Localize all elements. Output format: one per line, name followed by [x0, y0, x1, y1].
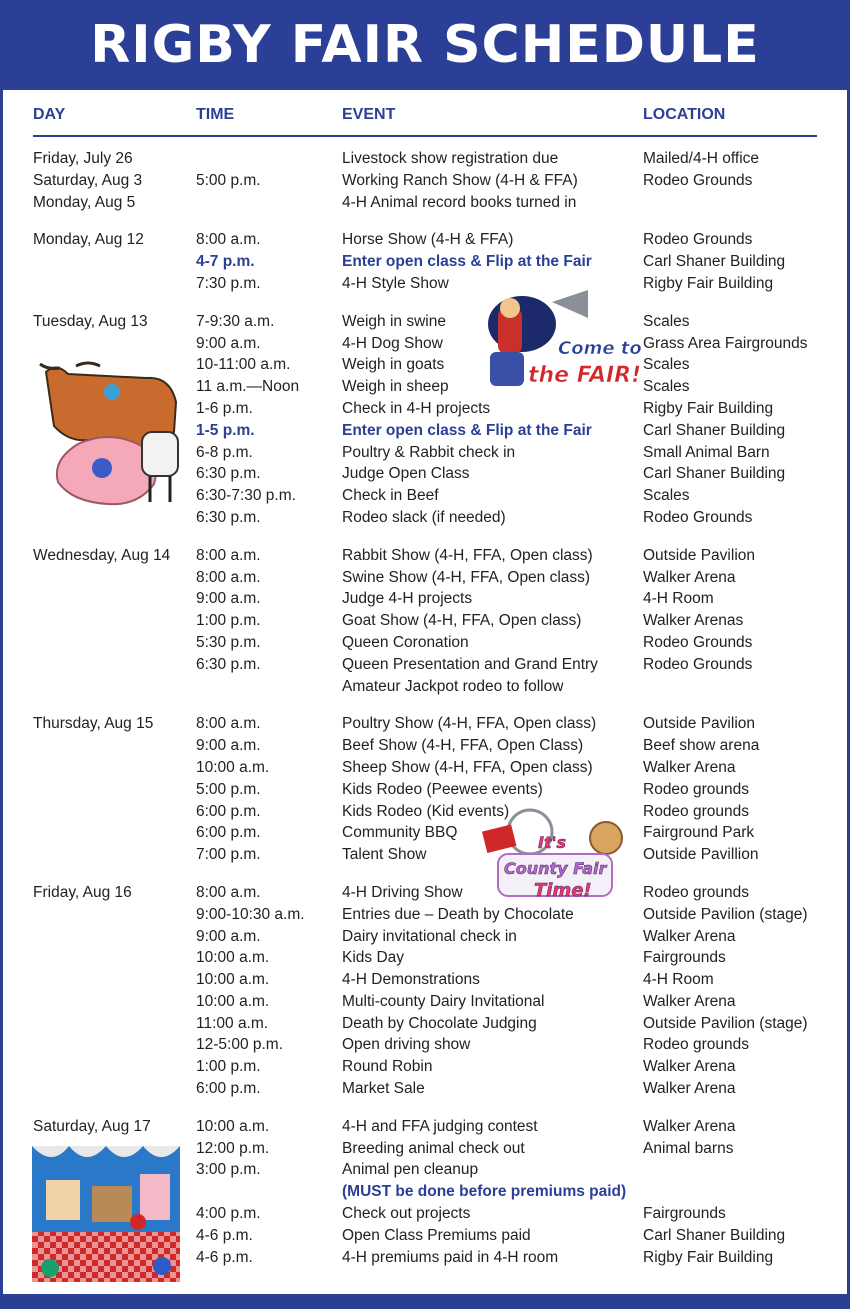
row-event: Queen Coronation [342, 633, 469, 651]
row-location: Scales [643, 356, 690, 374]
row-location: Scales [643, 378, 690, 396]
row-event: Judge Open Class [342, 465, 470, 483]
row-time: 5:30 p.m. [196, 633, 261, 651]
row-time: 5:00 p.m. [196, 780, 261, 798]
badge-come-to: Come to [558, 338, 642, 359]
schedule-row [0, 632, 850, 654]
row-location: Small Animal Barn [643, 443, 770, 461]
header-day: DAY [33, 106, 66, 123]
row-location: Walker Arena [643, 758, 736, 776]
schedule-row [0, 757, 850, 779]
row-location: Walker Arena [643, 927, 736, 945]
schedule-row [0, 1013, 850, 1035]
row-time: 4:00 p.m. [196, 1205, 261, 1223]
row-location: Scales [643, 312, 690, 330]
row-time: 1-6 p.m. [196, 399, 253, 417]
row-time: 9:00 a.m. [196, 927, 261, 945]
schedule-row [0, 882, 850, 904]
row-day: Monday, Aug 12 [33, 231, 144, 249]
row-event: 4-H premiums paid in 4-H room [342, 1248, 559, 1266]
row-event: (MUST be done before premiums paid) [342, 1183, 627, 1201]
row-event: Entries due – Death by Chocolate [342, 905, 574, 923]
row-time: 10:00 a.m. [196, 949, 270, 967]
row-time: 11 a.m.—Noon [196, 378, 300, 396]
row-event: Dairy invitational check in [342, 927, 517, 945]
schedule-row [0, 251, 850, 273]
row-day: Thursday, Aug 15 [33, 715, 154, 733]
header-divider [33, 135, 817, 137]
schedule-row [0, 991, 850, 1013]
row-event: Enter open class & Flip at the Fair [342, 253, 592, 271]
row-location: Rodeo Grounds [643, 508, 753, 526]
schedule-row [0, 779, 850, 801]
row-location: Rodeo grounds [643, 780, 749, 798]
schedule-row [0, 148, 850, 170]
badge-county-fair: County Fair [504, 859, 607, 878]
row-location: Carl Shaner Building [643, 465, 786, 483]
row-location: Rodeo grounds [643, 1036, 749, 1054]
schedule-section [0, 148, 850, 213]
footer-bar [0, 1294, 850, 1309]
row-time: 10:00 a.m. [196, 1117, 270, 1135]
row-time: 12-5:00 p.m. [196, 1036, 284, 1054]
row-event: Rodeo slack (if needed) [342, 508, 506, 526]
row-time: 6:30 p.m. [196, 508, 261, 526]
row-event: Kids Rodeo (Peewee events) [342, 780, 543, 798]
schedule-row [0, 229, 850, 251]
row-location: Rodeo grounds [643, 883, 749, 901]
row-time: 6:00 p.m. [196, 1080, 261, 1098]
schedule-row [0, 904, 850, 926]
row-event: Community BBQ [342, 824, 458, 842]
schedule-row [0, 822, 850, 844]
schedule-row [0, 713, 850, 735]
row-day: Friday, Aug 16 [33, 883, 132, 901]
row-location: Mailed/4-H office [643, 150, 760, 167]
header-location: LOCATION [643, 106, 726, 123]
row-location: Carl Shaner Building [643, 1226, 786, 1244]
row-location: Fairgrounds [643, 949, 726, 967]
row-location: Outside Pavillion [643, 846, 759, 864]
row-location: Animal barns [643, 1139, 734, 1157]
row-time: 4-6 p.m. [196, 1248, 253, 1266]
cupcake-icon [140, 1174, 170, 1220]
second-place-ribbon-icon [130, 1214, 146, 1230]
schedule-row [0, 654, 850, 676]
row-time: 10:00 a.m. [196, 992, 270, 1010]
row-time: 6:00 p.m. [196, 802, 261, 820]
row-time: 4-6 p.m. [196, 1226, 253, 1244]
row-location: 4-H Room [643, 971, 714, 989]
schedule-section [0, 882, 850, 1100]
row-event: Kids Rodeo (Kid events) [342, 802, 510, 820]
row-location: Walker Arena [643, 568, 736, 586]
row-location: Carl Shaner Building [643, 421, 786, 439]
row-time: 6:00 p.m. [196, 824, 261, 842]
row-time: 8:00 a.m. [196, 231, 261, 249]
megaphone-icon [552, 290, 588, 318]
row-location: Walker Arenas [643, 612, 744, 630]
schedule-row [0, 969, 850, 991]
prize-ribbon-icon [92, 458, 112, 478]
row-location: Rigby Fair Building [643, 274, 774, 292]
row-location: Walker Arena [643, 1117, 736, 1135]
row-event: Weigh in goats [342, 356, 445, 374]
schedule-row [0, 311, 850, 333]
schedule-row [0, 273, 850, 295]
row-time: 10-11:00 a.m. [196, 356, 291, 374]
row-event: 4-H Animal record books turned in [342, 193, 577, 211]
schedule-row [0, 170, 850, 192]
schedule-row [0, 735, 850, 757]
row-time: 1:00 p.m. [196, 1058, 261, 1076]
row-event: Poultry & Rabbit check in [342, 443, 516, 461]
schedule-section [0, 713, 850, 866]
row-time: 10:00 a.m. [196, 971, 270, 989]
schedule-row [0, 1116, 850, 1138]
row-location: Outside Pavilion [643, 715, 756, 733]
row-time: 9:00-10:30 a.m. [196, 905, 305, 923]
row-event: Animal pen cleanup [342, 1161, 479, 1179]
row-location: Fairgrounds [643, 1205, 726, 1223]
row-event: Talent Show [342, 846, 427, 864]
row-time: 7-9:30 a.m. [196, 312, 275, 330]
row-day: Saturday, Aug 17 [33, 1117, 151, 1135]
row-event: Sheep Show (4-H, FFA, Open class) [342, 758, 593, 776]
row-event: Weigh in sheep [342, 378, 449, 396]
header-event: EVENT [342, 106, 396, 123]
row-time: 9:00 a.m. [196, 334, 261, 352]
row-event: Market Sale [342, 1080, 425, 1098]
cake-icon [46, 1180, 80, 1220]
schedule-row [0, 545, 850, 567]
schedule-row [0, 192, 850, 214]
row-time: 4-7 p.m. [196, 253, 255, 271]
row-location: Rigby Fair Building [643, 399, 774, 417]
row-day: Saturday, Aug 3 [33, 171, 143, 189]
row-location: Beef show arena [643, 737, 760, 755]
row-event: Enter open class & Flip at the Fair [342, 421, 592, 439]
row-event: Goat Show (4-H, FFA, Open class) [342, 612, 582, 630]
row-event: Horse Show (4-H & FFA) [342, 231, 514, 249]
row-time: 10:00 a.m. [196, 758, 270, 776]
row-event: Judge 4-H projects [342, 590, 473, 608]
row-event: Poultry Show (4-H, FFA, Open class) [342, 715, 597, 733]
row-location: Rigby Fair Building [643, 1248, 774, 1266]
row-event: 4-H and FFA judging contest [342, 1117, 538, 1135]
row-location: Rodeo Grounds [643, 231, 753, 249]
row-day: Tuesday, Aug 13 [33, 312, 148, 330]
third-place-ribbon-icon [41, 1259, 59, 1277]
row-location: Scales [643, 487, 690, 505]
row-event: 4-H Dog Show [342, 334, 443, 352]
row-time: 9:00 a.m. [196, 737, 261, 755]
schedule-row [0, 1034, 850, 1056]
schedule-table [0, 148, 850, 1284]
row-event: Queen Presentation and Grand Entry [342, 655, 598, 673]
county-fair-time-illustration [478, 808, 630, 906]
row-event: Round Robin [342, 1058, 433, 1076]
row-location: Carl Shaner Building [643, 253, 786, 271]
row-time: 5:00 p.m. [196, 171, 261, 189]
row-event: 4-H Style Show [342, 274, 449, 292]
row-location: Walker Arena [643, 1080, 736, 1098]
ticket-icon [482, 824, 516, 853]
row-event: 4-H Demonstrations [342, 971, 480, 989]
row-event: Rabbit Show (4-H, FFA, Open class) [342, 546, 593, 564]
schedule-section [0, 545, 850, 698]
row-location: Grass Area Fairgrounds [643, 334, 808, 352]
schedule-row [0, 588, 850, 610]
badge-its: It's [538, 833, 567, 852]
row-time: 3:00 p.m. [196, 1161, 261, 1179]
row-time: 7:00 p.m. [196, 846, 261, 864]
row-event: Swine Show (4-H, FFA, Open class) [342, 568, 591, 586]
row-location: Walker Arena [643, 992, 736, 1010]
row-event: Working Ranch Show (4-H & FFA) [342, 171, 578, 189]
row-event: Breeding animal check out [342, 1139, 525, 1157]
schedule-row [0, 1056, 850, 1078]
row-event: Open driving show [342, 1036, 471, 1054]
schedule-row [0, 333, 850, 355]
schedule-row [0, 1078, 850, 1100]
row-event: Open Class Premiums paid [342, 1226, 531, 1244]
row-day: Monday, Aug 5 [33, 193, 136, 211]
sheep-icon [142, 432, 178, 476]
farm-animals-illustration [38, 356, 186, 518]
row-location: Walker Arena [643, 1058, 736, 1076]
row-event: Death by Chocolate Judging [342, 1014, 537, 1032]
schedule-row [0, 926, 850, 948]
row-day: Friday, July 26 [33, 150, 133, 167]
row-location: Rodeo grounds [643, 802, 749, 820]
schedule-row [0, 844, 850, 866]
schedule-row [0, 567, 850, 589]
schedule-row [0, 801, 850, 823]
row-event: Check in 4-H projects [342, 399, 491, 417]
pie-stack-icon [92, 1186, 132, 1222]
ribbon-icon [104, 384, 120, 400]
row-time: 12:00 p.m. [196, 1139, 270, 1157]
schedule-row [0, 676, 850, 698]
header-time: TIME [196, 106, 235, 123]
row-event: Beef Show (4-H, FFA, Open Class) [342, 737, 584, 755]
row-time: 1:00 p.m. [196, 612, 261, 630]
row-event: Check in Beef [342, 487, 439, 505]
badge-time: Time! [534, 880, 592, 901]
row-event: Kids Day [342, 949, 405, 967]
row-location: 4-H Room [643, 590, 714, 608]
row-event: Weigh in swine [342, 312, 446, 330]
badge-the-fair: the FAIR! [528, 363, 642, 388]
row-day: Wednesday, Aug 14 [33, 546, 171, 564]
row-location: Outside Pavilion (stage) [643, 1014, 808, 1032]
schedule-row [0, 610, 850, 632]
row-location: Outside Pavilion [643, 546, 756, 564]
row-time: 11:00 a.m. [196, 1014, 269, 1032]
fair-tent-illustration [32, 1146, 180, 1282]
row-location: Rodeo Grounds [643, 633, 753, 651]
row-event: Multi-county Dairy Invitational [342, 992, 545, 1010]
row-event: Amateur Jackpot rodeo to follow [342, 677, 564, 695]
row-time: 8:00 a.m. [196, 546, 261, 564]
schedule-section [0, 229, 850, 294]
row-time: 7:30 p.m. [196, 274, 261, 292]
row-time: 8:00 a.m. [196, 568, 261, 586]
row-event: Check out projects [342, 1205, 471, 1223]
first-place-ribbon-icon [153, 1257, 171, 1275]
row-time: 8:00 a.m. [196, 715, 261, 733]
row-location: Rodeo Grounds [643, 171, 753, 189]
row-location: Fairground Park [643, 824, 755, 842]
row-location: Outside Pavilion (stage) [643, 905, 808, 923]
row-event: 4-H Driving Show [342, 883, 463, 901]
page-title: RIGBY FAIR SCHEDULE [0, 0, 850, 90]
row-time: 1-5 p.m. [196, 421, 255, 439]
row-time: 6:30 p.m. [196, 655, 261, 673]
come-to-the-fair-illustration [470, 288, 642, 392]
row-time: 9:00 a.m. [196, 590, 261, 608]
pie-icon [590, 822, 622, 854]
row-location: Rodeo Grounds [643, 655, 753, 673]
row-time: 6:30-7:30 p.m. [196, 487, 296, 505]
row-event: Livestock show registration due [342, 150, 559, 167]
row-time: 8:00 a.m. [196, 883, 261, 901]
row-time: 6-8 p.m. [196, 443, 253, 461]
schedule-row [0, 947, 850, 969]
row-time: 6:30 p.m. [196, 465, 261, 483]
